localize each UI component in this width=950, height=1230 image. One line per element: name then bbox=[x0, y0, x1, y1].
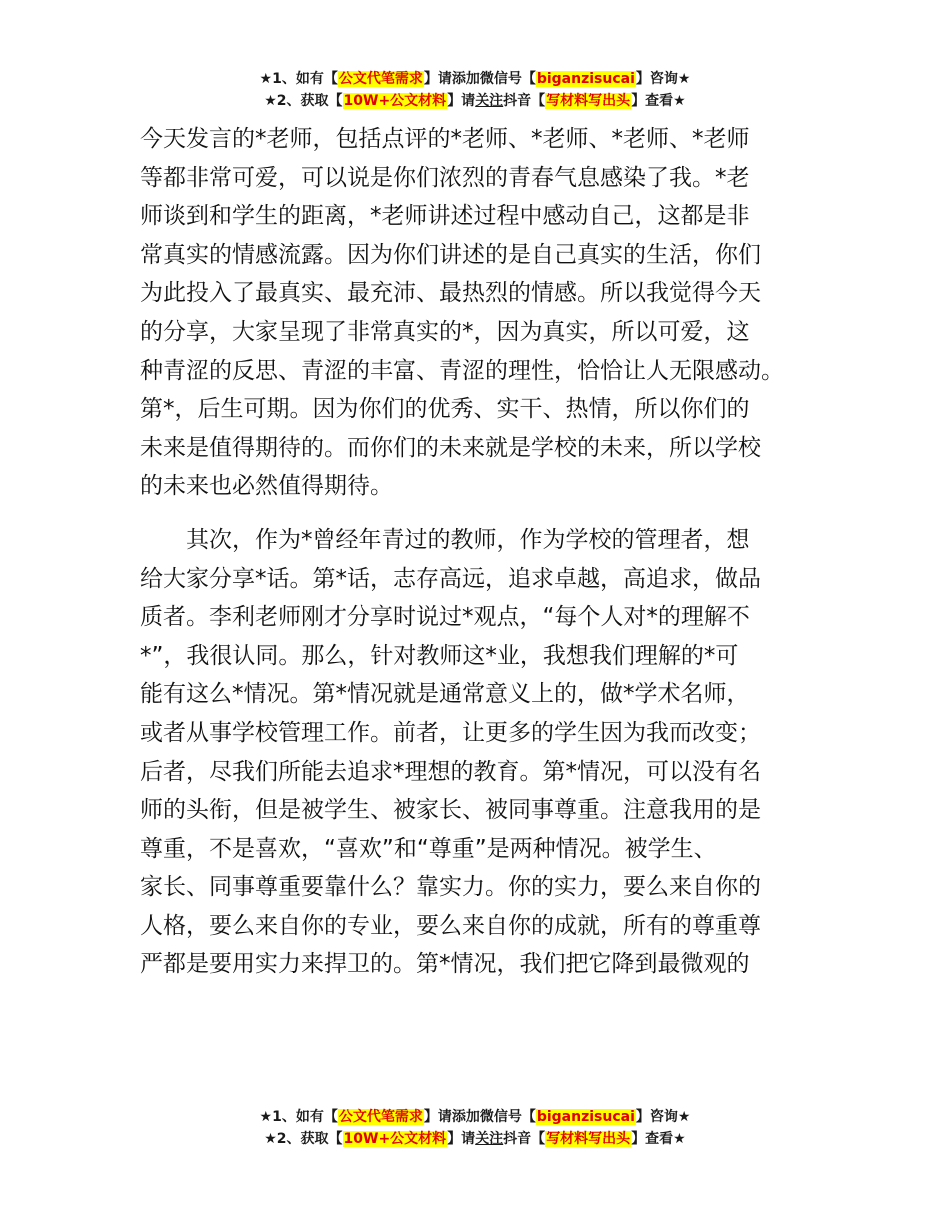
text-line: 人格，要么来自你的专业，要么来自你的成就，所有的尊重尊 bbox=[140, 912, 761, 939]
footer-banner bbox=[0, 1106, 950, 1150]
text-line: *”，我很认同。那么，针对教师这*业，我想我们理解的*可 bbox=[140, 642, 739, 669]
paragraph-spacer bbox=[140, 506, 820, 521]
text-line: 其次，作为*曾经年青过的教师，作为学校的管理者，想 bbox=[140, 526, 750, 553]
text-line: 的分享，大家呈现了非常真实的*，因为真实，所以可爱，这 bbox=[140, 318, 750, 345]
text-line: 的未来也必然值得期待。 bbox=[140, 473, 393, 500]
highlight-materials: 10W+公文材料 bbox=[343, 1131, 447, 1147]
text-line: 未来是值得期待的。而你们的未来就是学校的未来，所以学校 bbox=[140, 434, 761, 461]
body-text bbox=[140, 120, 820, 984]
paragraph-2 bbox=[140, 521, 820, 984]
banner-line-2: ★2、获取【10W+公文材料】请关注抖音【写材料写出头】查看★ bbox=[264, 93, 686, 109]
banner-line-1: ★1、如有【公文代笔需求】请添加微信号【biganzisucai】咨询★ bbox=[259, 71, 691, 87]
text-line: 常真实的情感流露。因为你们讲述的是自己真实的生活，你们 bbox=[140, 241, 761, 268]
text-line: 等都非常可爱，可以说是你们浓烈的青春气息感染了我。*老 bbox=[140, 164, 750, 191]
text-line: 给大家分享*话。第*话，志存高远，追求卓越，高追求，做品 bbox=[140, 565, 761, 592]
highlight-douyin-account: 写材料写出头 bbox=[546, 1131, 631, 1147]
highlight-writing-service: 公文代笔需求 bbox=[338, 71, 423, 87]
text-line: 能有这么*情况。第*情况就是通常意义上的，做*学术名师， bbox=[140, 681, 750, 708]
text-line: 师谈到和学生的距离，*老师讲述过程中感动自己，这都是非 bbox=[140, 203, 750, 230]
text-line: 严都是要用实力来捍卫的。第*情况，我们把它降到最微观的 bbox=[140, 951, 750, 978]
highlight-wechat-id: biganzisucai bbox=[536, 71, 635, 87]
highlight-douyin-account: 写材料写出头 bbox=[546, 93, 631, 109]
follow-text: 关注 bbox=[475, 93, 504, 109]
text-line: 尊重，不是喜欢，“喜欢”和“尊重”是两种情况。被学生、 bbox=[140, 835, 717, 862]
text-line: 为此投入了最真实、最充沛、最热烈的情感。所以我觉得今天 bbox=[140, 280, 761, 307]
highlight-writing-service: 公文代笔需求 bbox=[338, 1109, 423, 1125]
highlight-materials: 10W+公文材料 bbox=[343, 93, 447, 109]
text-line: 或者从事学校管理工作。前者，让更多的学生因为我而改变； bbox=[140, 719, 761, 746]
text-line: 第*，后生可期。因为你们的优秀、实干、热情，所以你们的 bbox=[140, 396, 750, 423]
paragraph-1 bbox=[140, 120, 820, 506]
text-line: 今天发言的*老师，包括点评的*老师、*老师、*老师、*老师 bbox=[140, 126, 750, 152]
text-line: 后者，尽我们所能去追求*理想的教育。第*情况，可以没有名 bbox=[140, 758, 761, 785]
text-line: 质者。李利老师刚才分享时说过*观点，“每个人对*的理解不 bbox=[140, 604, 750, 631]
follow-text: 关注 bbox=[475, 1131, 504, 1147]
text-line: 家长、同事尊重要靠什么？靠实力。你的实力，要么来自你的 bbox=[140, 874, 761, 901]
header-banner bbox=[0, 68, 950, 112]
banner-line-2: ★2、获取【10W+公文材料】请关注抖音【写材料写出头】查看★ bbox=[264, 1131, 686, 1147]
banner-line-1: ★1、如有【公文代笔需求】请添加微信号【biganzisucai】咨询★ bbox=[259, 1109, 691, 1125]
text-line: 种青涩的反思、青涩的丰富、青涩的理性，恰恰让人无限感动。 bbox=[140, 357, 784, 384]
text-line: 师的头衔，但是被学生、被家长、被同事尊重。注意我用的是 bbox=[140, 797, 761, 824]
highlight-wechat-id: biganzisucai bbox=[536, 1109, 635, 1125]
